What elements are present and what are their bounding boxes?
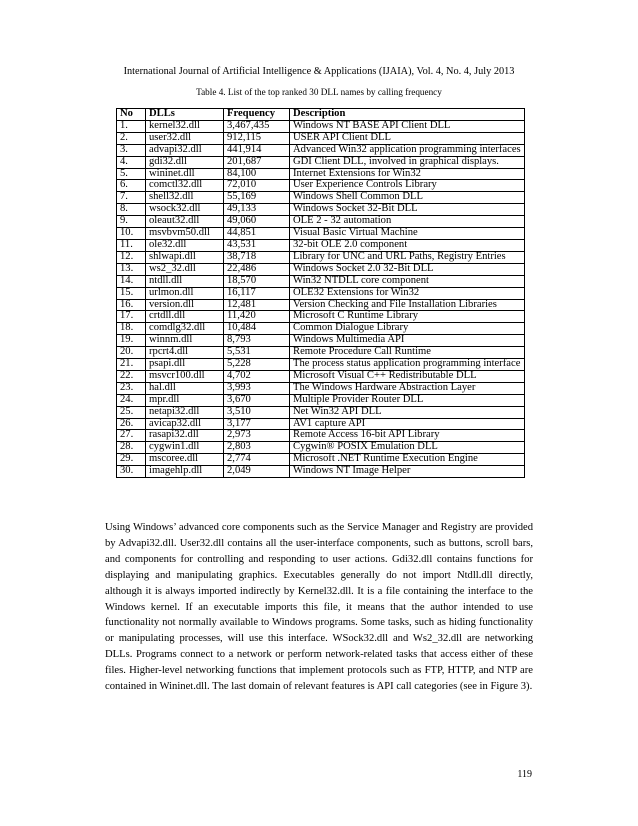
table-row xyxy=(117,406,525,418)
cell-dll: wsock32.dll xyxy=(146,204,224,216)
cell-dll: oleaut32.dll xyxy=(146,216,224,228)
cell-no: 20. xyxy=(117,347,146,359)
column-header-description: Description xyxy=(290,109,525,121)
running-header: International Journal of Artificial Intelligence & Applications (IJAIA), Vol. 4, No. 4, July 2013 xyxy=(123,66,515,77)
cell-dll: msvbvm50.dll xyxy=(146,228,224,240)
cell-description: Windows Socket 32-Bit DLL xyxy=(290,204,525,216)
cell-no: 9. xyxy=(117,216,146,228)
table-row xyxy=(117,299,525,311)
cell-dll: ws2_32.dll xyxy=(146,263,224,275)
cell-dll: urlmon.dll xyxy=(146,287,224,299)
cell-frequency: 2,973 xyxy=(224,430,290,442)
cell-frequency: 18,570 xyxy=(224,275,290,287)
dll-frequency-table xyxy=(116,108,525,478)
cell-frequency: 44,851 xyxy=(224,228,290,240)
table-row xyxy=(117,239,525,251)
cell-dll: kernel32.dll xyxy=(146,120,224,132)
cell-frequency: 2,774 xyxy=(224,454,290,466)
cell-frequency: 49,060 xyxy=(224,216,290,228)
table-row xyxy=(117,263,525,275)
cell-dll: ole32.dll xyxy=(146,239,224,251)
cell-frequency: 8,793 xyxy=(224,335,290,347)
table-row xyxy=(117,442,525,454)
cell-no: 22. xyxy=(117,370,146,382)
cell-frequency: 201,687 xyxy=(224,156,290,168)
cell-dll: netapi32.dll xyxy=(146,406,224,418)
cell-dll: mscoree.dll xyxy=(146,454,224,466)
cell-dll: shell32.dll xyxy=(146,192,224,204)
cell-dll: psapi.dll xyxy=(146,359,224,371)
cell-description: The process status application programming interface xyxy=(290,359,525,371)
cell-frequency: 55,169 xyxy=(224,192,290,204)
cell-dll: avicap32.dll xyxy=(146,418,224,430)
column-header-frequency: Frequency xyxy=(224,109,290,121)
cell-description: AV1 capture API xyxy=(290,418,525,430)
body-paragraph: Using Windows’ advanced core components such as the Service Manager and Registry are provided by Advapi32.dll. User32.dll contains all the user-interface components, such as buttons, scroll bars, and components for controlling and responding to user actions. Gdi32.dll contains functions for displaying and manipulating graphics. Executables generally do not import Ntdll.dll directly, although it is always imported indirectly by Kernel32.dll. It is a file containing the interface to the Windows kernel. If an executable imports this file, it means that the author intended to use functionality not normally available to Windows programs. Some tasks, such as hiding functionality or manipulating processes, will use this interface. WSock32.dll and Ws2_32.dll are networking DLLs. Programs connect to a network or perform network-related tasks that access either of these files. Higher-level networking functions that implement protocols such as FTP, HTTP, and NTP are contained in Wininet.dll. The last domain of relevant features is API call categories (see in Figure 3). xyxy=(105,522,533,693)
cell-no: 5. xyxy=(117,168,146,180)
table-row xyxy=(117,287,525,299)
cell-dll: imagehlp.dll xyxy=(146,466,224,478)
cell-no: 8. xyxy=(117,204,146,216)
cell-no: 24. xyxy=(117,394,146,406)
cell-dll: msvcr100.dll xyxy=(146,370,224,382)
table-row xyxy=(117,394,525,406)
cell-description: OLE32 Extensions for Win32 xyxy=(290,287,525,299)
cell-no: 21. xyxy=(117,359,146,371)
cell-frequency: 38,718 xyxy=(224,251,290,263)
column-header-dlls: DLLs xyxy=(146,109,224,121)
cell-dll: mpr.dll xyxy=(146,394,224,406)
cell-dll: comdlg32.dll xyxy=(146,323,224,335)
cell-dll: user32.dll xyxy=(146,132,224,144)
cell-no: 10. xyxy=(117,228,146,240)
cell-frequency: 5,531 xyxy=(224,347,290,359)
cell-dll: hal.dll xyxy=(146,382,224,394)
table-row xyxy=(117,323,525,335)
cell-dll: comctl32.dll xyxy=(146,180,224,192)
cell-frequency: 16,117 xyxy=(224,287,290,299)
cell-no: 28. xyxy=(117,442,146,454)
cell-dll: wininet.dll xyxy=(146,168,224,180)
cell-no: 30. xyxy=(117,466,146,478)
cell-description: Microsoft C Runtime Library xyxy=(290,311,525,323)
cell-frequency: 3,670 xyxy=(224,394,290,406)
cell-no: 11. xyxy=(117,239,146,251)
cell-no: 17. xyxy=(117,311,146,323)
cell-frequency: 72,010 xyxy=(224,180,290,192)
cell-frequency: 3,467,435 xyxy=(224,120,290,132)
cell-no: 15. xyxy=(117,287,146,299)
cell-description: Net Win32 API DLL xyxy=(290,406,525,418)
cell-dll: crtdll.dll xyxy=(146,311,224,323)
table-row xyxy=(117,216,525,228)
table-row xyxy=(117,335,525,347)
cell-dll: rasapi32.dll xyxy=(146,430,224,442)
cell-frequency: 5,228 xyxy=(224,359,290,371)
table-row xyxy=(117,311,525,323)
cell-no: 3. xyxy=(117,144,146,156)
cell-description: Microsoft Visual C++ Redistributable DLL xyxy=(290,370,525,382)
table-row xyxy=(117,168,525,180)
cell-frequency: 3,177 xyxy=(224,418,290,430)
table-row xyxy=(117,454,525,466)
table-row xyxy=(117,359,525,371)
cell-no: 1. xyxy=(117,120,146,132)
cell-dll: cygwin1.dll xyxy=(146,442,224,454)
cell-frequency: 84,100 xyxy=(224,168,290,180)
cell-no: 19. xyxy=(117,335,146,347)
table-row xyxy=(117,347,525,359)
cell-dll: version.dll xyxy=(146,299,224,311)
cell-frequency: 3,993 xyxy=(224,382,290,394)
table-row xyxy=(117,180,525,192)
cell-dll: advapi32.dll xyxy=(146,144,224,156)
cell-description: The Windows Hardware Abstraction Layer xyxy=(290,382,525,394)
cell-description: OLE 2 - 32 automation xyxy=(290,216,525,228)
cell-description: Internet Extensions for Win32 xyxy=(290,168,525,180)
cell-description: Library for UNC and URL Paths, Registry Entries xyxy=(290,251,525,263)
table-row xyxy=(117,466,525,478)
cell-frequency: 912,115 xyxy=(224,132,290,144)
cell-description: Cygwin® POSIX Emulation DLL xyxy=(290,442,525,454)
cell-frequency: 12,481 xyxy=(224,299,290,311)
cell-dll: shlwapi.dll xyxy=(146,251,224,263)
cell-description: Advanced Win32 application programming interfaces xyxy=(290,144,525,156)
cell-no: 26. xyxy=(117,418,146,430)
table-row xyxy=(117,418,525,430)
table-row xyxy=(117,370,525,382)
table-row xyxy=(117,430,525,442)
cell-no: 13. xyxy=(117,263,146,275)
table-row xyxy=(117,204,525,216)
cell-description: Remote Access 16-bit API Library xyxy=(290,430,525,442)
cell-description: GDI Client DLL, involved in graphical displays. xyxy=(290,156,525,168)
cell-no: 14. xyxy=(117,275,146,287)
table-row xyxy=(117,275,525,287)
cell-no: 18. xyxy=(117,323,146,335)
cell-frequency: 3,510 xyxy=(224,406,290,418)
cell-no: 4. xyxy=(117,156,146,168)
table-row xyxy=(117,144,525,156)
column-header-no: No xyxy=(117,109,146,121)
cell-dll: rpcrt4.dll xyxy=(146,347,224,359)
table-caption: Table 4. List of the top ranked 30 DLL names by calling frequency xyxy=(196,87,442,97)
table-row xyxy=(117,156,525,168)
cell-description: Windows NT Image Helper xyxy=(290,466,525,478)
cell-no: 12. xyxy=(117,251,146,263)
cell-no: 7. xyxy=(117,192,146,204)
table-row xyxy=(117,382,525,394)
cell-no: 2. xyxy=(117,132,146,144)
cell-description: Microsoft .NET Runtime Execution Engine xyxy=(290,454,525,466)
table-row xyxy=(117,120,525,132)
cell-dll: gdi32.dll xyxy=(146,156,224,168)
cell-frequency: 11,420 xyxy=(224,311,290,323)
cell-description: USER API Client DLL xyxy=(290,132,525,144)
page-number: 119 xyxy=(517,769,532,780)
cell-description: Common Dialogue Library xyxy=(290,323,525,335)
cell-description: Win32 NTDLL core component xyxy=(290,275,525,287)
cell-description: 32-bit OLE 2.0 component xyxy=(290,239,525,251)
cell-no: 25. xyxy=(117,406,146,418)
cell-description: Windows Multimedia API xyxy=(290,335,525,347)
cell-description: User Experience Controls Library xyxy=(290,180,525,192)
cell-frequency: 43,531 xyxy=(224,239,290,251)
cell-frequency: 49,133 xyxy=(224,204,290,216)
cell-description: Version Checking and File Installation Libraries xyxy=(290,299,525,311)
cell-description: Windows NT BASE API Client DLL xyxy=(290,120,525,132)
cell-frequency: 2,803 xyxy=(224,442,290,454)
cell-frequency: 4,702 xyxy=(224,370,290,382)
cell-no: 29. xyxy=(117,454,146,466)
cell-description: Windows Shell Common DLL xyxy=(290,192,525,204)
table-body xyxy=(117,120,525,477)
cell-dll: winnm.dll xyxy=(146,335,224,347)
cell-description: Windows Socket 2.0 32-Bit DLL xyxy=(290,263,525,275)
table-row xyxy=(117,251,525,263)
table-row xyxy=(117,132,525,144)
cell-dll: ntdll.dll xyxy=(146,275,224,287)
cell-no: 16. xyxy=(117,299,146,311)
cell-frequency: 22,486 xyxy=(224,263,290,275)
cell-frequency: 10,484 xyxy=(224,323,290,335)
cell-frequency: 2,049 xyxy=(224,466,290,478)
table-row xyxy=(117,228,525,240)
cell-frequency: 441,914 xyxy=(224,144,290,156)
cell-no: 23. xyxy=(117,382,146,394)
cell-no: 27. xyxy=(117,430,146,442)
cell-no: 6. xyxy=(117,180,146,192)
cell-description: Remote Procedure Call Runtime xyxy=(290,347,525,359)
table-header-row xyxy=(117,109,525,121)
cell-description: Visual Basic Virtual Machine xyxy=(290,228,525,240)
table-row xyxy=(117,192,525,204)
cell-description: Multiple Provider Router DLL xyxy=(290,394,525,406)
